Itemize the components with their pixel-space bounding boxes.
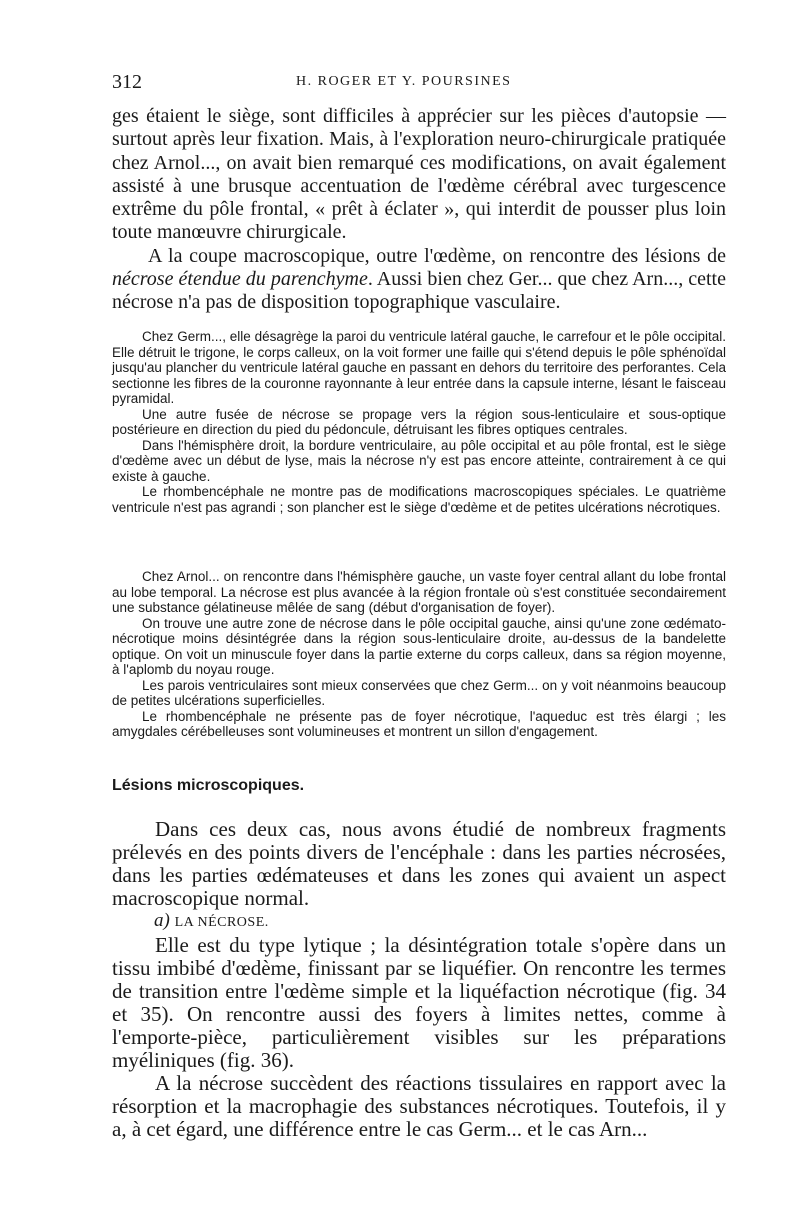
germ-note: Une autre fusée de nécrose se propage vers la région sous-lenticulaire et sous-optique postérieure en direction du pied du pédoncule, détruisant les fibres optiques centrales. — [112, 406, 726, 437]
intro-section — [112, 105, 726, 315]
germ-note: Dans l'hémisphère droit, la bordure ventriculaire, au pôle occipital et au pôle frontal, est le siège d'œdème avec un début de lyse, mais la nécrose n'y est pas encore atteinte, contrairement à ce qui existe à gauche. — [112, 437, 726, 484]
arnol-notes — [112, 569, 726, 740]
arnol-note: On trouve une autre zone de nécrose dans le pôle occipital gauche, ainsi qu'une zone œdémato-nécrotique moins désintégrée dans la région sous-lenticulaire droite, au-dessus de la bandelette optique. On voit un minuscule foyer dans la partie externe du corps calleux, dans sa région moyenne, à l'aplomb du noyau rouge. — [112, 615, 726, 677]
germ-note: Le rhombencéphale ne montre pas de modifications macroscopiques spéciales. Le quatrième ventricule n'est pas agrandi ; son plancher est le siège d'œdème et de petites ulcérations nécrotiques. — [112, 484, 726, 515]
micro-intro — [112, 818, 726, 910]
arnol-note: Le rhombencéphale ne présente pas de foyer nécrotique, l'aqueduc est très élargi ; les amygdales cérébelleuses sont volumineuses et montrent un sillon d'engagement. — [112, 708, 726, 739]
germ-notes — [112, 329, 726, 515]
arnol-note: Chez Arnol... on rencontre dans l'hémisphère gauche, un vaste foyer central allant du lobe frontal au lobe temporal. La nécrose est plus avancée à la région frontale où s'est constituée secondairement une substance gélatineuse mêlée de sang (début d'organisation de foyer). — [112, 569, 726, 615]
section-heading: Lésions microscopiques. — [112, 777, 305, 794]
intro-p2-text-b: . Aussi bien chez Ger... que chez Arn..., cette nécrose n'a pas de disposition topographique vasculaire. — [112, 268, 726, 314]
germ-note: Chez Germ..., elle désagrège la paroi du ventricule latéral gauche, le carrefour et le pôle occipital. Elle détruit le trigone, le corps calleux, on la voit former une faille qui s'étend depuis le pôle sphénoïdal jusqu'au plancher du ventricule latéral gauche en passant en dehors du territoire des perforantes. Cela sectionne les fibres de la couronne rayonnante à leur entrée dans la capsule interne, lésant le faisceau pyramidal. — [112, 329, 726, 406]
page-number: 312 — [112, 71, 142, 93]
necrose-paragraph: Elle est du type lytique ; la désintégration totale s'opère dans un tissu imbibé d'œdème, finissant par se liquéfier. On rencontre les termes de transition entre l'œdème simple et la liquéfaction nécrotique (fig. 34 et 35). On rencontre aussi des foyers à limites nettes, comme à l'emporte-pièce, particulièrement visibles sur les préparations myéliniques (fig. 36). — [112, 933, 726, 1072]
intro-p2-italic: nécrose étendue du parenchyme — [112, 268, 368, 291]
running-title: H. ROGER ET Y. POURSINES — [296, 74, 512, 89]
subsection-letter: a) — [154, 910, 170, 931]
necrose-paragraph: A la nécrose succèdent des réactions tissulaires en rapport avec la résorption et la macrophagie des substances nécrotiques. Toutefois, il y a, à cet égard, une différence entre le cas Germ... et le cas Arn... — [112, 1071, 726, 1141]
subsection-label: LA NÉCROSE. — [174, 915, 269, 930]
necrose-section — [112, 934, 726, 1141]
intro-p2-text-a: A la coupe macroscopique, outre l'œdème, on rencontre des lésions de — [148, 244, 726, 267]
page-header — [112, 71, 726, 95]
micro-intro-paragraph: Dans ces deux cas, nous avons étudié de nombreux fragments prélevés en des points divers de l'encéphale : dans les parties nécrosées, dans les parties œdémateuses et dans les zones qui avaient un aspect macroscopique normal. — [112, 817, 726, 910]
intro-paragraph-2 — [112, 245, 726, 315]
subsection-title — [154, 910, 269, 932]
arnol-note: Les parois ventriculaires sont mieux conservées que chez Germ... on y voit néanmoins beaucoup de petites ulcérations superficielles. — [112, 677, 726, 708]
intro-paragraph-1: ges étaient le siège, sont difficiles à apprécier sur les pièces d'autopsie — surtout après leur fixation. Mais, à l'exploration neuro-chirurgicale pratiquée chez Arnol..., on avait bien remarqué ces modifications, on avait également assisté à une brusque accentuation de l'œdème cérébral avec turgescence extrême du pôle frontal, « prêt à éclater », qui interdit de pousser plus loin toute manœuvre chirurgicale. — [112, 105, 726, 244]
